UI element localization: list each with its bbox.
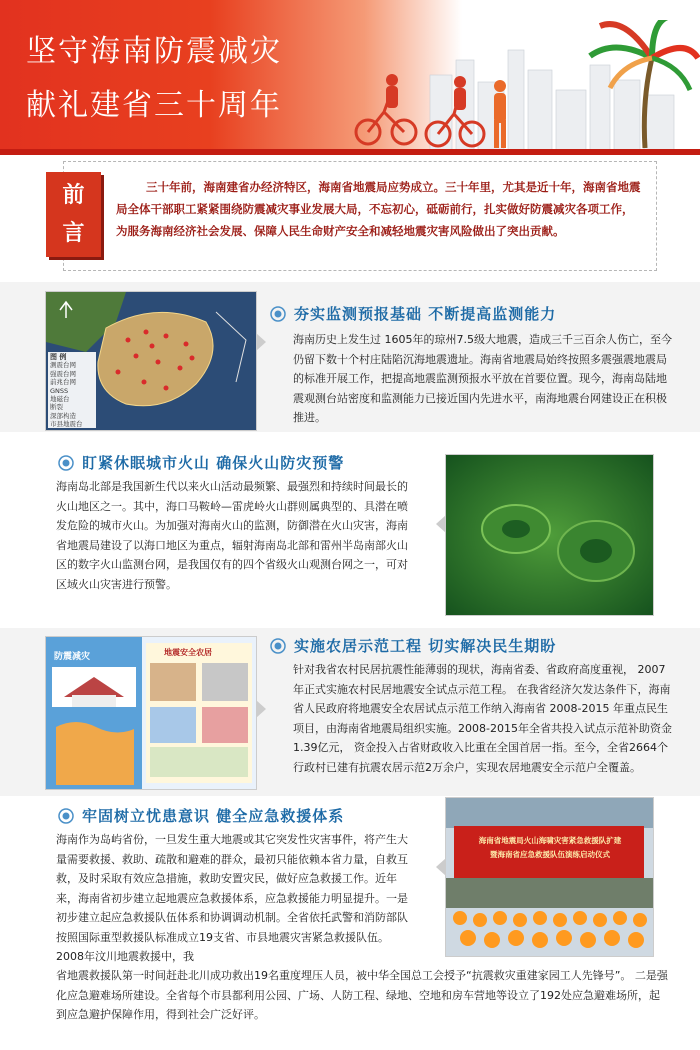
section-1-body: 海南历史上发生过 1605年的琼州7.5级大地震，造成三千三百余人伤亡，至今仍留下数十个村庄陆陷沉海地震遗址。海南省地震局始终按照多震强震地震局的标准开展工作，把提高地震监测预报水平放在首要位置。现今，海南岛陆地震观测台站密度和监测能力已接近国内先进水平，南海地震台网建设正在积极推进。 bbox=[293, 333, 672, 424]
photo-banner-text bbox=[456, 834, 644, 862]
map-legend-item: 深部构造 bbox=[50, 411, 76, 420]
page-title-line2: 献礼建省三十周年 bbox=[26, 88, 282, 123]
map-legend bbox=[50, 353, 94, 429]
map-legend-item: 测震台网 bbox=[50, 361, 76, 370]
rural-housing-poster bbox=[46, 637, 256, 789]
foreword-text: 三十年前，海南建省办经济特区，海南省地震局应势成立。三十年里，尤其是近十年，海南省地震局全体干部职工紧紧围绕防震减灾事业发展大局，不忘初心，砥砺前行，扎实做好防震减灾各项工作，为服务海南经济社会发展、保障人民生命财产安全和减轻地震灾害风险做出了突出贡献。 bbox=[116, 180, 641, 238]
section-4-body-continued: 省地震救援队第一时间赶赴北川成功救出19名重度埋压人员，被中华全国总工会授予“抗震救灾重建家园工人先锋号”。 二是强化应急避难场所建设。全省每个市县都利用公园、广场、人防工程、绿地、空地和房车营地等设立了192处应急避难场所，起到应急避护保障作用，得到社会广泛好评。 bbox=[56, 969, 668, 1021]
foreword-badge-char-2: 言 bbox=[62, 220, 85, 246]
section-4-heading: 牢固树立忧患意识 健全应急救援体系 bbox=[58, 805, 344, 826]
map-legend-item: 市县地震台 bbox=[50, 420, 83, 429]
target-circle-icon bbox=[58, 808, 74, 824]
target-circle-icon bbox=[58, 455, 74, 471]
pointer-arrow bbox=[436, 515, 446, 533]
target-circle-icon bbox=[270, 306, 286, 322]
map-legend-item: 强震台网 bbox=[50, 369, 76, 378]
photo-banner-line1: 海南省地震局火山海啸灾害紧急救援队扩建 bbox=[478, 836, 622, 845]
map-legend-item: 前兆台网 bbox=[50, 378, 76, 387]
target-circle-icon bbox=[270, 638, 286, 654]
map-legend-item: GNSS bbox=[50, 386, 69, 395]
section-3-body: 针对我省农村民居抗震性能薄弱的现状，海南省委、省政府高度重视， 2007年正式实施农村民居地震安全试点示范工程。 在我省经济欠发达条件下，海南省人民政府将地震安全农居试点示范工作纳入海南省 2008-2015 年重点民生项目，由海南省地震局组织实施。2008-2015年全省共投入试点示范补助资金1.39亿元， 资金投入占省财政收入比重在全国首居一指。至今，全省2664个行政村已建有抗震农居示范2万余户，实现农居地震安全示范户全覆盖。 bbox=[293, 663, 672, 774]
header-banner bbox=[0, 0, 700, 155]
section-1-heading: 夯实监测预报基础 不断提高监测能力 bbox=[270, 303, 556, 324]
section-2-body: 海南岛北部是我国新生代以来火山活动最频繁、最强烈和持续时间最长的火山地区之一。其中，海口马鞍岭—雷虎岭火山群则属典型的、具潜在喷发危险的城市火山。为加强对海南火山的监测，防御潜在火山灾害，海南省地震局建设了以海口地区为重点，辐射海南岛北部和雷州半岛南部火山区的数字火山监测台网，是我国仅有的四个省级火山观测台网之一，可对区域火山灾害进行预警。 bbox=[56, 480, 408, 591]
foreword-badge-char-1: 前 bbox=[62, 182, 85, 208]
pointer-arrow bbox=[256, 700, 266, 718]
section-3-heading: 实施农居示范工程 切实解决民生期盼 bbox=[270, 635, 556, 656]
rescue-ceremony-photo bbox=[446, 798, 653, 956]
pointer-arrow bbox=[256, 333, 266, 351]
city-skyline-illustration bbox=[280, 20, 700, 150]
poster-banner-left: 防震减灾 bbox=[54, 652, 91, 662]
map-legend-item: 地磁台 bbox=[50, 395, 70, 404]
seismic-network-map bbox=[46, 292, 256, 430]
pointer-arrow bbox=[436, 858, 446, 876]
section-4-body: 海南作为岛屿省份，一旦发生重大地震或其它突发性灾害事件，将产生大量需要救援、救助、疏散和避难的群众，最初只能依赖本省力量，自救互救，及时采取有效应急措施，救助安置灾民，做好应急救援工作。近年来，海南省初步建立起地震应急救援体系，应急救援能力明显提升。一是初步建立起应急救援队伍体系和协调调动机制。全省依托武警和消防部队按照国际重型救援队标准成立19支省、市县地震灾害紧急救援队伍。2008年汶川地震救援中，我 bbox=[56, 833, 408, 963]
poster-banner-right: 地震安全农居 bbox=[164, 648, 212, 657]
page-title-line1: 坚守海南防震减灾 bbox=[26, 34, 282, 69]
photo-banner-line2: 暨海南省应急救援队伍演练启动仪式 bbox=[490, 850, 610, 859]
volcano-aerial-photo bbox=[446, 455, 653, 615]
header-divider bbox=[0, 149, 700, 155]
map-legend-item: 断裂 bbox=[50, 403, 63, 412]
map-legend-title: 图 例 bbox=[50, 353, 67, 361]
section-2-heading: 盯紧休眠城市火山 确保火山防灾预警 bbox=[58, 452, 344, 473]
foreword-badge bbox=[46, 172, 101, 257]
